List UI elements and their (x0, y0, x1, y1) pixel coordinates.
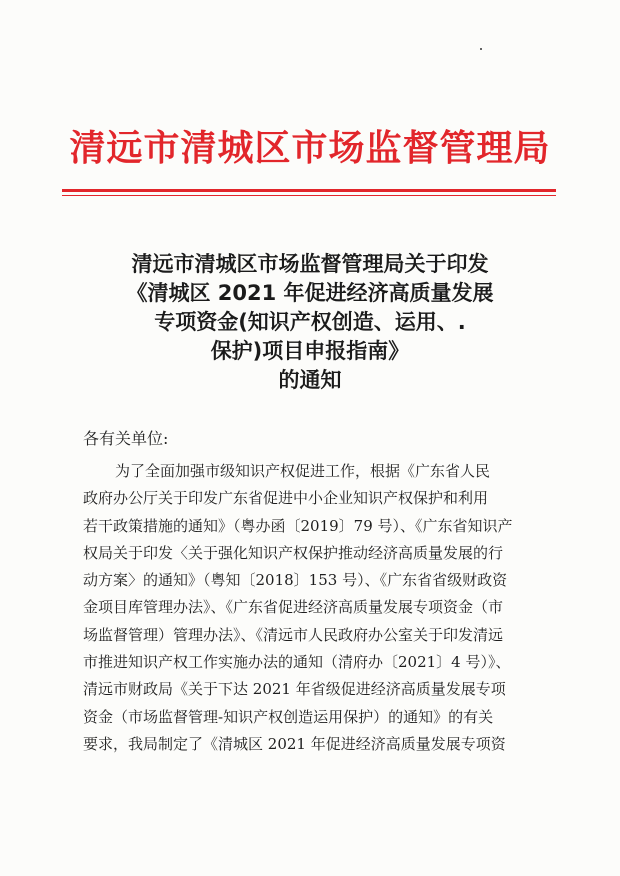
title-line: 《清城区 2021 年促进经济高质量发展 (126, 281, 494, 305)
title-line: 专项资金(知识产权创造、运用、. (154, 310, 466, 334)
body-paragraph (83, 458, 543, 758)
body-line: 场监督管理）管理办法》、《清远市人民政府办公室关于印发清远 (83, 625, 504, 644)
title-line: 清远市清城区市场监督管理局关于印发 (131, 252, 489, 276)
title-line: 的通知 (278, 368, 342, 392)
body-line: 为了全面加强市级知识产权促进工作，根据《广东省人民 (115, 462, 491, 480)
issuing-authority-header: 清远市清城区市场监督管理局 (69, 127, 551, 169)
title-line: 保护)项目申报指南》 (210, 339, 410, 363)
body-line: 金项目库管理办法》、《广东省促进经济高质量发展专项资金（市 (83, 598, 504, 617)
body-line: 若干政策措施的通知》（粤办函〔2019〕79 号）、《广东省知识产 (83, 516, 513, 535)
body-line: 权局关于印发〈关于强化知识产权保护推动经济高质量发展的行 (83, 543, 504, 562)
paper-speck (480, 48, 482, 50)
salutation: 各有关单位: (83, 429, 169, 448)
body-line: 政府办公厅关于印发广东省促进中小企业知识产权保护和利用 (83, 489, 489, 508)
header-divider-thick (62, 189, 556, 192)
document-title (60, 250, 560, 395)
body-line: 资金（市场监督管理-知识产权创造运用保护）的通知》的有关 (83, 707, 494, 726)
body-line: 清远市财政局《关于下达 2021 年省级促进经济高质量发展专项 (83, 680, 506, 699)
header-divider-thin (62, 195, 556, 196)
body-line: 动方案〉的通知》（粤知〔2018〕153 号）、《广东省省级财政资 (83, 571, 508, 590)
body-line: 市推进知识产权工作实施办法的通知（清府办〔2021〕4 号）》、 (83, 653, 511, 672)
body-line: 要求，我局制定了《清城区 2021 年促进经济高质量发展专项资 (83, 734, 506, 753)
